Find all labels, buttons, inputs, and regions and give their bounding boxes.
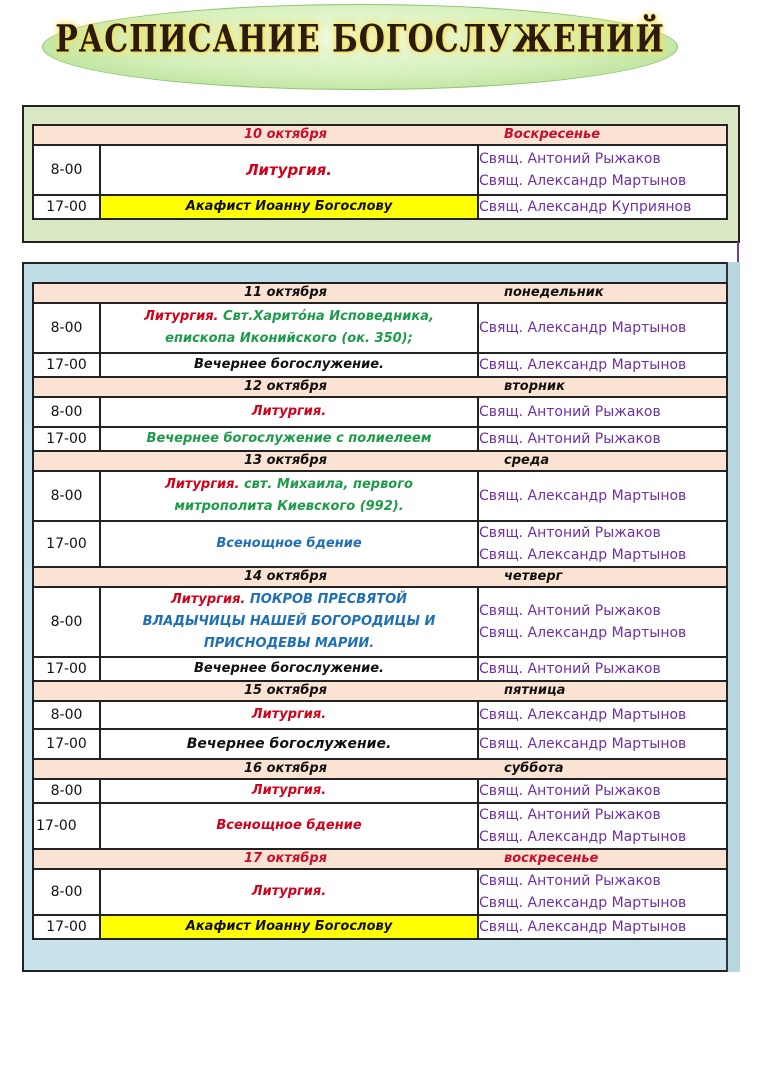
- day-weekday: понедельник: [504, 285, 604, 300]
- priest-cell: Свящ. Александр Куприянов: [478, 195, 727, 219]
- table-row: [33, 915, 727, 939]
- priest-name: Свящ. Александр Мартынов: [479, 173, 687, 189]
- day-date: 14 октября: [244, 569, 327, 584]
- time-cell: 17-00: [33, 427, 100, 451]
- priest-cell: Свящ. Александр Мартынов: [478, 701, 727, 729]
- week1-table: [32, 124, 728, 220]
- day-weekday: пятница: [504, 683, 566, 698]
- priest-cell: Свящ. Александр Мартынов: [478, 915, 727, 939]
- day-header-row: [33, 849, 727, 869]
- service-cell: Литургия.: [100, 779, 478, 803]
- service-cell: Литургия.: [100, 397, 478, 427]
- priest-name: Свящ. Александр Мартынов: [479, 625, 687, 641]
- day-header-row: [33, 451, 727, 471]
- priest-cell: Свящ. Антоний Рыжаков: [478, 397, 727, 427]
- time-cell: 17-00: [33, 195, 100, 219]
- priest-name: Свящ. Антоний Рыжаков: [479, 151, 661, 167]
- day-weekday: воскресенье: [504, 851, 599, 866]
- priest-cell: Свящ. Александр Мартынов: [478, 353, 727, 377]
- priest-name: Свящ. Антоний Рыжаков: [479, 807, 661, 823]
- priest-cell: [478, 521, 727, 567]
- time-cell: 17-00: [33, 803, 100, 849]
- table-row: [33, 353, 727, 377]
- table-row: [33, 701, 727, 729]
- service-cell: [100, 471, 478, 521]
- priest-name: Свящ. Антоний Рыжаков: [479, 873, 661, 889]
- table-row: [33, 397, 727, 427]
- day-header-row: [33, 567, 727, 587]
- time-cell: 8-00: [33, 145, 100, 195]
- panel-side-rail: [726, 262, 740, 972]
- priest-cell: [478, 587, 727, 657]
- divider-mark: [737, 242, 739, 264]
- priest-cell: [478, 803, 727, 849]
- day-header-row: [33, 681, 727, 701]
- service-cell: Литургия.: [100, 701, 478, 729]
- priest-name: Свящ. Александр Мартынов: [479, 829, 687, 845]
- time-cell: 8-00: [33, 471, 100, 521]
- priest-cell: Свящ. Александр Мартынов: [478, 729, 727, 759]
- day-weekday: среда: [504, 453, 550, 468]
- priest-name: Свящ. Александр Мартынов: [479, 547, 687, 563]
- service-cell: [100, 303, 478, 353]
- priest-cell: Свящ. Антоний Рыжаков: [478, 427, 727, 451]
- service-cell: Вечернее богослужение.: [100, 353, 478, 377]
- day-weekday: Воскресенье: [504, 127, 601, 142]
- service-feast: ПОКРОВ ПРЕСВЯТОЙ ВЛАДЫЧИЦЫ НАШЕЙ БОГОРОДИЦЫ И ПРИСНОДЕВЫ МАРИИ.: [142, 592, 436, 651]
- priest-cell: Свящ. Антоний Рыжаков: [478, 657, 727, 681]
- service-cell: Литургия.: [100, 869, 478, 915]
- table-row: [33, 427, 727, 451]
- table-row: [33, 145, 727, 195]
- priest-cell: Свящ. Александр Мартынов: [478, 303, 727, 353]
- day-date: 16 октября: [244, 761, 327, 776]
- week2-table: [32, 282, 728, 940]
- service-title: Литургия.: [170, 592, 246, 607]
- time-cell: 8-00: [33, 779, 100, 803]
- time-cell: 8-00: [33, 869, 100, 915]
- table-row: [33, 729, 727, 759]
- time-cell: 17-00: [33, 353, 100, 377]
- service-feast: Свт.Харито́на Исповедника, епископа Иконийского (ок. 350);: [165, 309, 434, 346]
- table-row: [33, 303, 727, 353]
- day-weekday: четверг: [504, 569, 563, 584]
- day-header-row: [33, 125, 727, 145]
- service-cell: Вечернее богослужение с полиелеем: [100, 427, 478, 451]
- table-row: [33, 195, 727, 219]
- priest-cell: [478, 145, 727, 195]
- priest-cell: Свящ. Антоний Рыжаков: [478, 779, 727, 803]
- day-date: 17 октября: [244, 851, 327, 866]
- day-header-row: [33, 377, 727, 397]
- table-row: [33, 657, 727, 681]
- page-title: РАСПИСАНИЕ БОГОСЛУЖЕНИЙ: [55, 17, 665, 62]
- service-title: Литургия.: [165, 477, 240, 492]
- service-feast: свт. Михаила, первого митрополита Киевского (992).: [174, 477, 413, 514]
- priest-cell: Свящ. Александр Мартынов: [478, 471, 727, 521]
- service-cell: Акафист Иоанну Богослову: [100, 915, 478, 939]
- day-date: 11 октября: [244, 285, 327, 300]
- day-header-row: [33, 283, 727, 303]
- service-title: Литургия.: [144, 309, 219, 324]
- priest-name: Свящ. Александр Мартынов: [479, 895, 687, 911]
- time-cell: 8-00: [33, 701, 100, 729]
- day-weekday: суббота: [504, 761, 564, 776]
- service-cell: Всенощное бдение: [100, 803, 478, 849]
- day-date: 10 октября: [244, 127, 327, 142]
- time-cell: 8-00: [33, 303, 100, 353]
- table-row: [33, 521, 727, 567]
- day-header-row: [33, 759, 727, 779]
- time-cell: 17-00: [33, 657, 100, 681]
- priest-name: Свящ. Антоний Рыжаков: [479, 603, 661, 619]
- service-cell: Всенощное бдение: [100, 521, 478, 567]
- time-cell: 17-00: [33, 729, 100, 759]
- time-cell: 8-00: [33, 397, 100, 427]
- day-date: 13 октября: [244, 453, 327, 468]
- time-cell: 17-00: [33, 521, 100, 567]
- table-row: [33, 779, 727, 803]
- service-cell: Вечернее богослужение.: [100, 657, 478, 681]
- day-date: 15 октября: [244, 683, 327, 698]
- table-row: [33, 869, 727, 915]
- day-date: 12 октября: [244, 379, 327, 394]
- service-cell: Литургия.: [100, 145, 478, 195]
- priest-name: Свящ. Антоний Рыжаков: [479, 525, 661, 541]
- table-row: [33, 587, 727, 657]
- day-weekday: вторник: [504, 379, 565, 394]
- service-cell: [100, 587, 478, 657]
- time-cell: 17-00: [33, 915, 100, 939]
- table-row: [33, 803, 727, 849]
- table-row: [33, 471, 727, 521]
- service-cell: Вечернее богослужение.: [100, 729, 478, 759]
- priest-cell: [478, 869, 727, 915]
- service-cell: Акафист Иоанну Богослову: [100, 195, 478, 219]
- time-cell: 8-00: [33, 587, 100, 657]
